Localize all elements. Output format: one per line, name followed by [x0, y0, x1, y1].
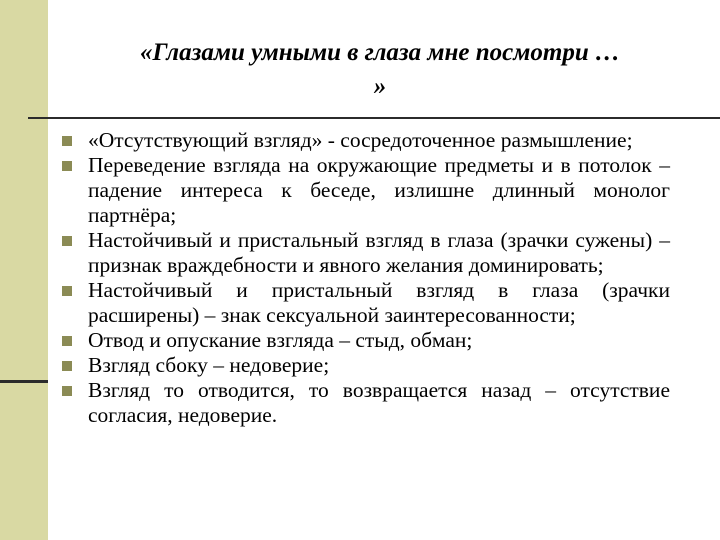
bullet-text: Настойчивый и пристальный взгляд в глаза (зрачки расширены) – знак сексуальной заинтересованности; — [88, 278, 670, 327]
bullet-text: Настойчивый и пристальный взгляд в глаза (зрачки сужены) – признак враждебности и явного желания доминировать; — [88, 228, 670, 277]
square-bullet-icon — [62, 136, 72, 146]
square-bullet-icon — [62, 361, 72, 371]
square-bullet-icon — [62, 286, 72, 296]
bullet-item — [62, 153, 670, 228]
bullet-item — [62, 328, 670, 353]
bullet-item — [62, 353, 670, 378]
left-accent-bar — [0, 0, 48, 540]
square-bullet-icon — [62, 386, 72, 396]
slide-title — [70, 36, 690, 104]
bullet-text: Отвод и опускание взгляда – стыд, обман; — [88, 328, 473, 352]
bullet-text: Переведение взгляда на окружающие предметы и в потолок – падение интереса к беседе, излишне длинный монолог партнёра; — [88, 153, 670, 227]
slide-title-line-1: «Глазами умными в глаза мне посмотри … — [140, 39, 620, 66]
title-divider — [28, 117, 720, 119]
square-bullet-icon — [62, 236, 72, 246]
bullet-text: «Отсутствующий взгляд» - сосредоточенное размышление; — [88, 128, 633, 152]
square-bullet-icon — [62, 161, 72, 171]
bullet-item — [62, 128, 670, 153]
bullet-item — [62, 278, 670, 328]
bullet-text: Взгляд то отводится, то возвращается назад – отсутствие согласия, недоверие. — [88, 378, 670, 427]
slide-title-line-2: » — [373, 73, 387, 100]
bullet-item — [62, 228, 670, 278]
bullet-text: Взгляд сбоку – недоверие; — [88, 353, 330, 377]
bullet-list — [62, 128, 670, 428]
left-bar-divider — [0, 380, 48, 383]
square-bullet-icon — [62, 336, 72, 346]
bullet-item — [62, 378, 670, 428]
